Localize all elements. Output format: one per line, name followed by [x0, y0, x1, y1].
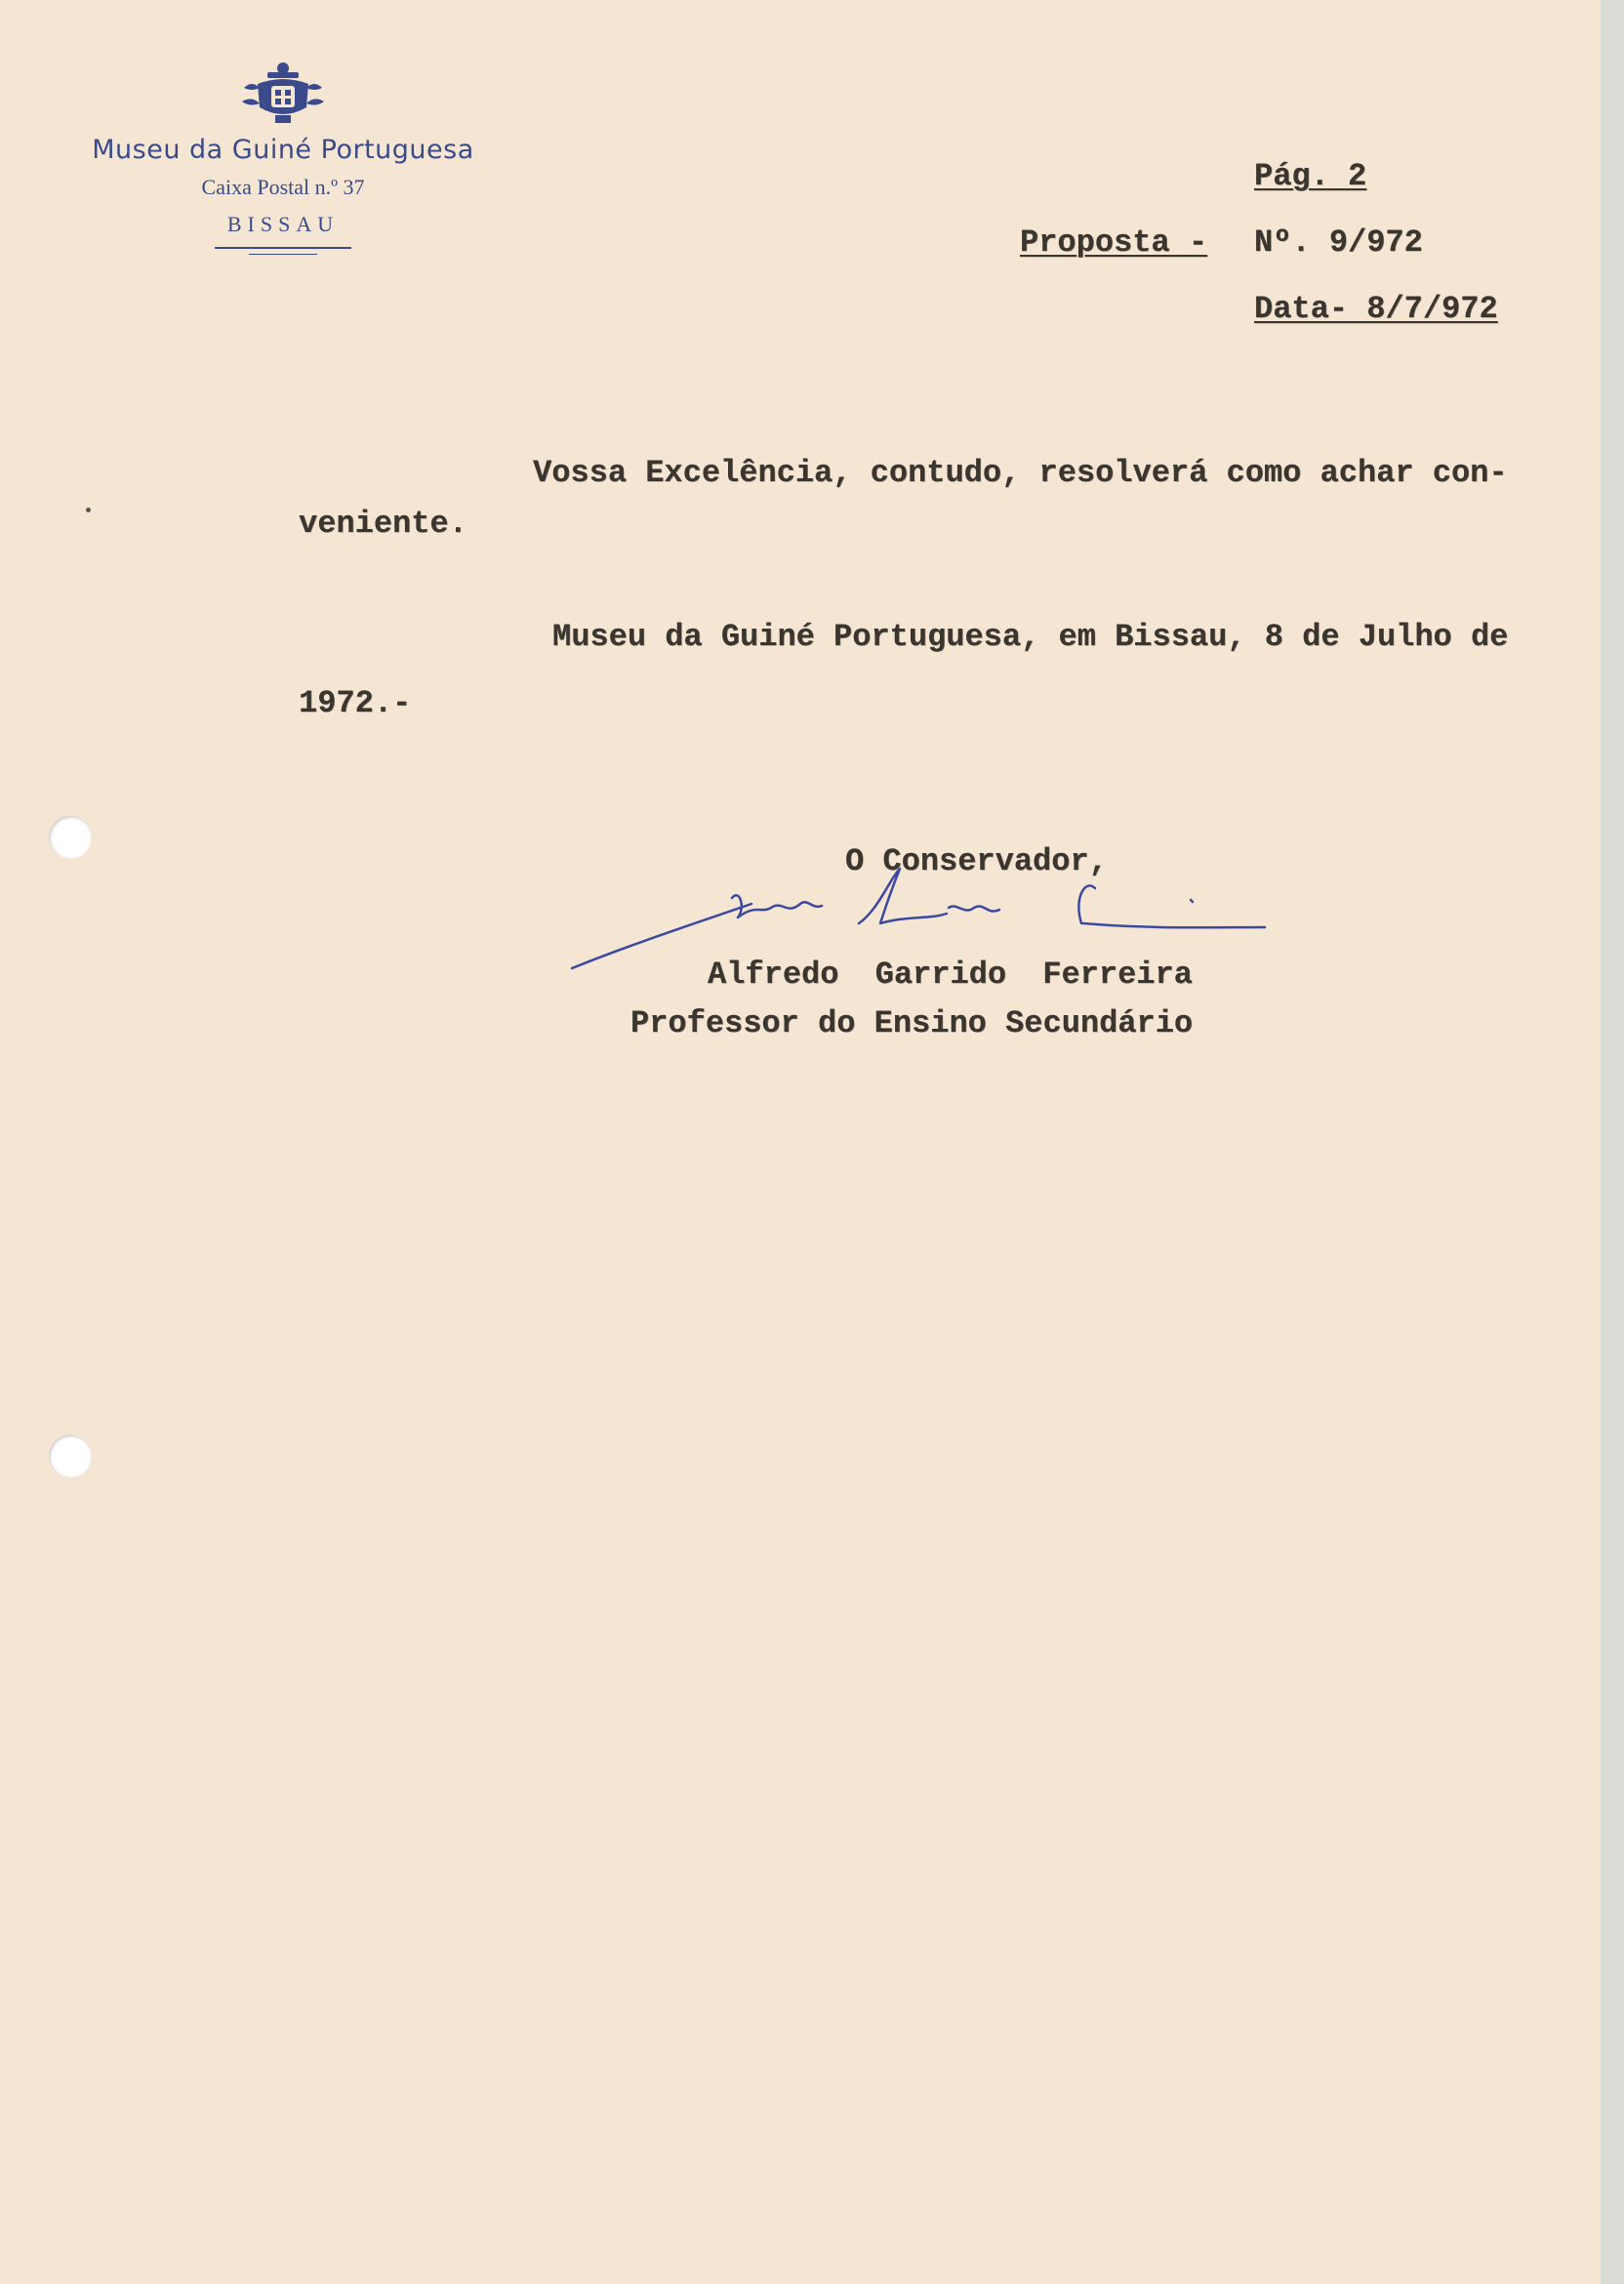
signatory-role: Professor do Ensino Secundário — [630, 1005, 1194, 1041]
proposal-number: Nº. 9/972 — [1254, 224, 1423, 261]
letterhead-name: Museu da Guiné Portuguesa — [92, 135, 474, 165]
proposal-date: Data- 8/7/972 — [1254, 291, 1498, 327]
punch-hole-lower — [49, 1435, 92, 1478]
paragraph-2-line-1: Museu da Guiné Portuguesa, em Bissau, 8 de Julho de — [552, 619, 1509, 655]
proposal-label — [1020, 224, 1207, 261]
paragraph-1-line-1: Vossa Excelência, contudo, resolverá como achar con- — [533, 455, 1508, 491]
letterhead-postal-box: Caixa Postal n.º 37 — [201, 175, 365, 199]
scanner-edge — [1601, 0, 1624, 2284]
letterhead-rule-short — [249, 254, 317, 255]
proposal-label-text: Proposta - — [1020, 224, 1208, 261]
paper-speck — [86, 508, 91, 512]
page-number: Pág. 2 — [1254, 158, 1367, 194]
coat-of-arms-icon — [238, 59, 328, 127]
punch-hole-upper — [49, 816, 92, 859]
letterhead-city: BISSAU — [226, 212, 340, 236]
closing-title: O Conservador, — [845, 843, 1108, 879]
signatory-name: Alfredo Garrido Ferreira — [708, 957, 1193, 993]
paragraph-2-line-2: 1972.- — [299, 685, 412, 721]
letterhead — [68, 59, 498, 255]
letterhead-rule — [215, 247, 351, 249]
paragraph-1-line-2: veniente. — [299, 506, 467, 542]
